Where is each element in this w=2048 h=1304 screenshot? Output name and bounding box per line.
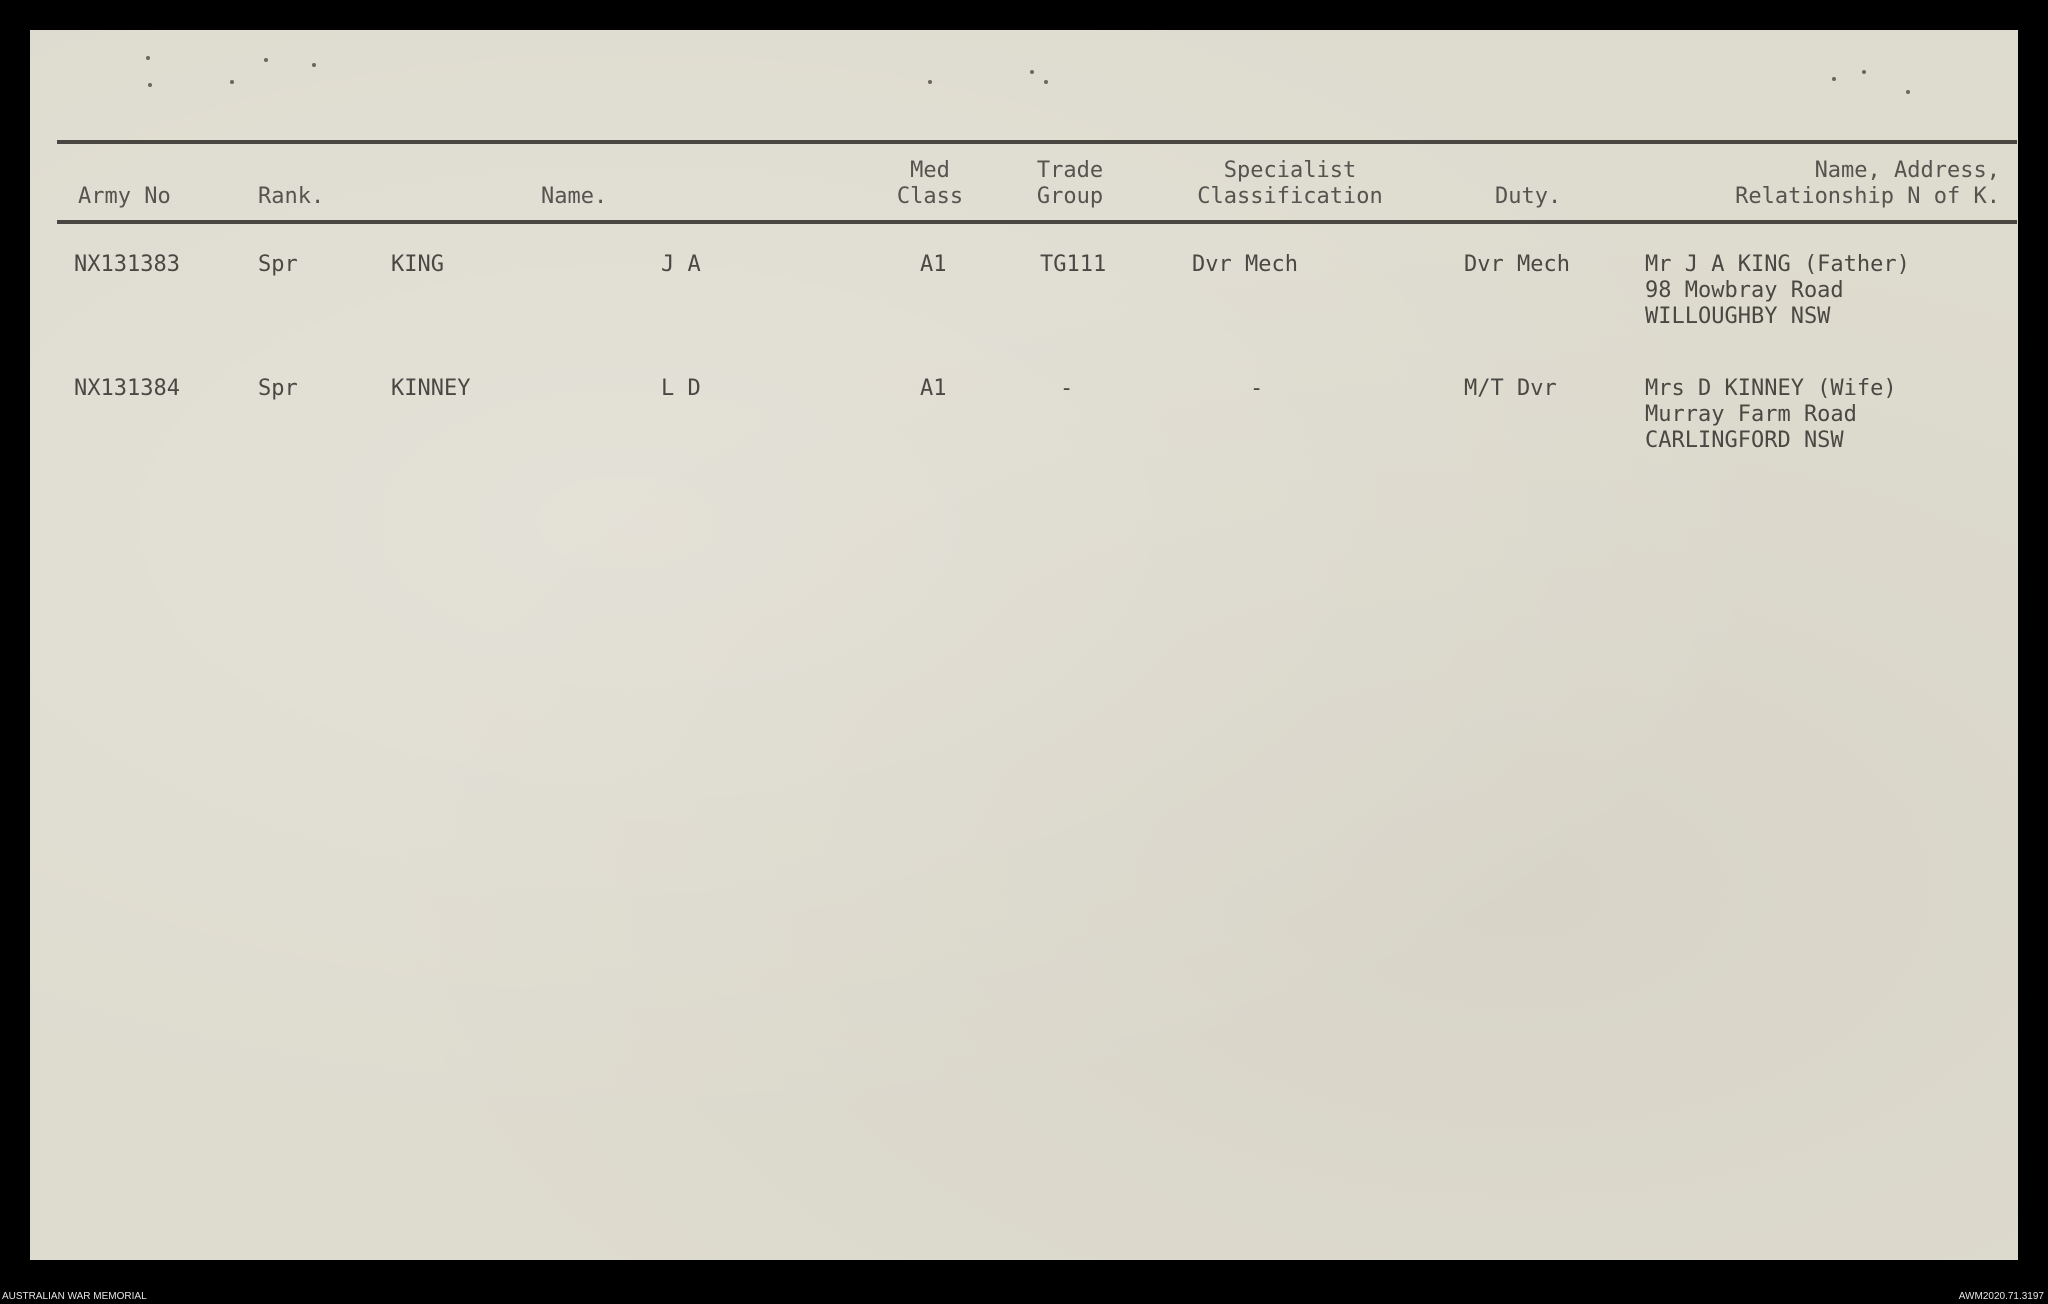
header-army-no: Army No (78, 184, 171, 209)
header-bottom-rule (57, 220, 2017, 224)
surname: KING (391, 252, 444, 277)
header-top-rule (57, 140, 2017, 144)
header-duty: Duty. (1495, 184, 1562, 209)
specialist-classification: - (1250, 376, 1264, 401)
document-page (30, 30, 2018, 1260)
next-of-kin: Mrs D KINNEY (Wife) Murray Farm Road CARLINGFORD NSW (1645, 376, 1897, 453)
footer-source-label: AUSTRALIAN WAR MEMORIAL (2, 1291, 147, 1302)
header-trade-group: Trade Group (1036, 158, 1104, 209)
punch-mark (1030, 70, 1034, 74)
punch-mark (1906, 90, 1910, 94)
header-rank: Rank. (258, 184, 325, 209)
punch-mark (146, 56, 150, 60)
punch-mark (264, 58, 268, 62)
header-specialist-classification: Specialist Classification (1197, 158, 1383, 209)
punch-mark (312, 63, 316, 67)
footer-accession-number: AWM2020.71.3197 (1958, 1291, 2044, 1302)
duty: Dvr Mech (1464, 252, 1570, 277)
duty: M/T Dvr (1464, 376, 1557, 401)
trade-group: TG111 (1040, 252, 1107, 277)
specialist-classification: Dvr Mech (1192, 252, 1298, 277)
rank: Spr (258, 376, 298, 401)
header-next-of-kin: Name, Address, Relationship N of K. (1735, 158, 2000, 209)
initials: L D (661, 376, 701, 401)
med-class: A1 (920, 376, 947, 401)
header-med-class: Med Class (896, 158, 964, 209)
rank: Spr (258, 252, 298, 277)
trade-group: - (1060, 376, 1074, 401)
army-number: NX131384 (74, 376, 180, 401)
punch-mark (148, 83, 152, 87)
initials: J A (661, 252, 701, 277)
punch-mark (1862, 70, 1866, 74)
header-name: Name. (541, 184, 608, 209)
army-number: NX131383 (74, 252, 180, 277)
punch-mark (1832, 77, 1836, 81)
med-class: A1 (920, 252, 947, 277)
punch-mark (928, 80, 932, 84)
punch-mark (230, 80, 234, 84)
punch-mark (1044, 80, 1048, 84)
surname: KINNEY (391, 376, 471, 401)
next-of-kin: Mr J A KING (Father) 98 Mowbray Road WILLOUGHBY NSW (1645, 252, 1910, 329)
